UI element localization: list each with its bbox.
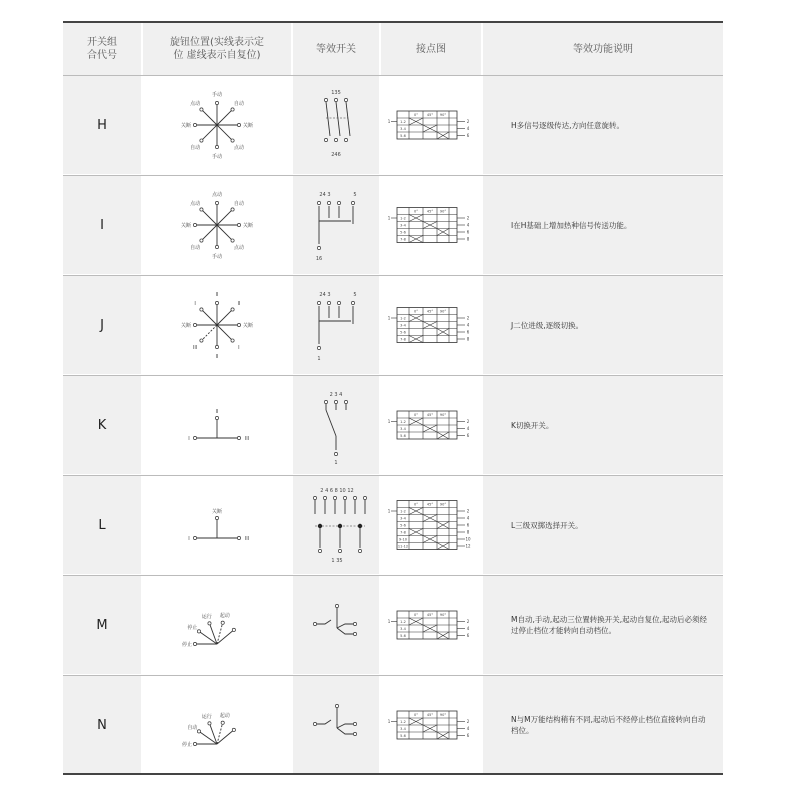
switch-label: 5 xyxy=(353,292,357,298)
rotary-label: 停止 xyxy=(181,642,193,648)
contact-row-label: 1-2 xyxy=(400,120,406,124)
contact-terminal-label: 12 xyxy=(465,543,471,549)
contact-terminal-label: 1 xyxy=(387,315,391,321)
switch-label: 16 xyxy=(315,256,323,262)
rotary-label: II xyxy=(215,409,219,415)
contact-diagram xyxy=(381,476,481,574)
switch-terminal xyxy=(344,98,347,101)
rotary-label: 起动 xyxy=(219,613,230,620)
rotary-terminal xyxy=(208,722,211,725)
contact-terminal-label: 8 xyxy=(466,236,470,242)
rotary-label: 点动 xyxy=(211,192,223,198)
rotary-terminal xyxy=(200,208,203,211)
contact-grid xyxy=(397,501,457,550)
rotary-spoke xyxy=(201,209,217,225)
contact-terminal-label: 4 xyxy=(466,322,470,328)
switch-contact xyxy=(319,206,353,224)
switch-contact xyxy=(319,306,353,324)
rotary-diagram xyxy=(143,676,291,774)
rotary-label: 关断 xyxy=(180,223,192,229)
rotary-terminal xyxy=(193,436,196,439)
contact-header: 45° xyxy=(426,209,434,214)
rotary-terminal xyxy=(215,345,218,348)
header-desc: 等效功能说明 xyxy=(573,43,633,55)
contact-terminal-label: 1 xyxy=(387,619,391,624)
switch-terminal xyxy=(353,632,356,635)
rotary-terminal xyxy=(221,621,224,624)
switch-terminal xyxy=(313,622,316,625)
rotary-label: 停止 xyxy=(187,624,198,631)
row-description: J二位进级,逐级切换。 xyxy=(511,320,584,330)
contact-terminal-label: 4 xyxy=(466,726,470,731)
header-contact: 接点图 xyxy=(416,43,446,55)
rotary-spoke xyxy=(217,325,233,341)
rotary-label: 关断 xyxy=(242,123,254,129)
rotary-label: 起动 xyxy=(219,713,230,720)
table-row xyxy=(63,76,723,174)
rotary-label: II xyxy=(215,292,219,298)
contact-terminal-label: 4 xyxy=(466,222,470,228)
rotary-spoke xyxy=(217,125,233,141)
row-code: M xyxy=(63,576,141,674)
switch-terminal xyxy=(353,722,356,725)
rotary-terminal xyxy=(193,642,196,645)
contact-header: 0° xyxy=(414,502,418,507)
table-bottom-rule xyxy=(63,773,723,775)
contact-row-label: 5-6 xyxy=(400,634,406,638)
contact-row-label: 7-8 xyxy=(400,237,406,242)
switch-terminal xyxy=(317,301,320,304)
rotary-label: 手动 xyxy=(211,92,223,98)
table-header xyxy=(63,23,723,75)
contact-header: 90° xyxy=(439,613,447,617)
row-description: N与M万能结构稍有不同,起动后不经停止档位直接转向自动档位。 xyxy=(511,715,706,735)
rotary-terminal xyxy=(200,239,203,242)
rotary-spoke xyxy=(201,325,217,341)
contact-diagram xyxy=(381,76,481,174)
rotary-terminal xyxy=(193,323,196,326)
contact-diagram xyxy=(381,576,481,674)
rotary-terminal xyxy=(231,339,234,342)
contact-header: 90° xyxy=(439,413,447,417)
rotary-label: 关断 xyxy=(211,509,223,515)
rotary-label: 自动 xyxy=(190,244,201,251)
switch-label: 5 xyxy=(353,192,357,198)
row-description: I在H基础上增加热种信号传送功能。 xyxy=(511,220,632,230)
row-code: J xyxy=(63,276,141,374)
rotary-terminal xyxy=(193,536,196,539)
contact-terminal-label: 4 xyxy=(466,515,470,521)
contact-terminal-label: 2 xyxy=(466,719,470,724)
rotary-spoke xyxy=(201,225,217,241)
rotary-label: 运行 xyxy=(201,613,212,620)
contact-row-label: 3-4 xyxy=(400,427,406,431)
contact-row-label: 1-2 xyxy=(400,420,406,424)
row-code: H xyxy=(63,76,141,174)
row-code: K xyxy=(63,376,141,474)
switch-terminal xyxy=(344,138,347,141)
rotary-label: 点动 xyxy=(190,201,201,208)
switch-contact xyxy=(346,102,350,136)
switch-contact xyxy=(315,620,355,634)
contact-terminal-label: 6 xyxy=(466,522,470,528)
rotary-label: 自动 xyxy=(190,144,201,151)
contact-header: 90° xyxy=(439,113,447,117)
row-code: I xyxy=(63,176,141,274)
rotary-label: I xyxy=(188,436,190,442)
switch-terminal xyxy=(353,732,356,735)
switch-terminal xyxy=(324,400,327,403)
rotary-label: 运行 xyxy=(201,713,212,720)
contact-terminal-label: 1 xyxy=(387,215,391,221)
contact-terminal-label: 6 xyxy=(466,433,470,438)
contact-row-label: 3-4 xyxy=(400,727,406,731)
row-description-cell xyxy=(483,376,723,474)
switch-terminal xyxy=(358,549,361,552)
rotary-diagram xyxy=(143,276,291,374)
rotary-label: 自动 xyxy=(187,724,198,731)
switch-terminal xyxy=(344,400,347,403)
rotary-terminal xyxy=(215,145,218,148)
contact-header: 90° xyxy=(439,209,447,214)
rotary-spoke xyxy=(201,109,217,125)
row-description: L三级双掷选择开关。 xyxy=(511,520,583,530)
contact-terminal-label: 2 xyxy=(466,119,470,124)
contact-terminal-label: 4 xyxy=(466,126,470,131)
equivalent-switch-diagram xyxy=(293,476,379,574)
switch-terminal xyxy=(324,138,327,141)
contact-header: 0° xyxy=(414,613,418,617)
contact-header: 0° xyxy=(414,113,418,117)
rotary-label: 点动 xyxy=(233,244,244,251)
contact-row-label: 3-4 xyxy=(400,127,406,131)
switch-label: 2 3 4 xyxy=(329,392,343,398)
rotary-terminal xyxy=(215,301,218,304)
contact-terminal-label: 4 xyxy=(466,626,470,631)
switch-label: 135 xyxy=(331,90,341,96)
rotary-terminal xyxy=(215,516,218,519)
contact-row-label: 3-4 xyxy=(400,627,406,631)
switch-contact xyxy=(336,102,340,136)
rotary-diagram xyxy=(143,576,291,674)
row-description: K切换开关。 xyxy=(511,420,554,430)
rotary-terminal xyxy=(237,323,240,326)
table-row xyxy=(63,376,723,474)
rotary-label: 关断 xyxy=(180,123,192,129)
contact-header: 0° xyxy=(414,713,418,717)
switch-terminal xyxy=(333,496,336,499)
contact-terminal-label: 8 xyxy=(466,336,470,342)
switch-terminal xyxy=(363,496,366,499)
rotary-terminal xyxy=(200,139,203,142)
rotary-spoke xyxy=(201,125,217,141)
contact-terminal-label: 2 xyxy=(466,315,470,321)
switch-terminal xyxy=(335,604,338,607)
switch-terminal xyxy=(317,346,320,349)
rotary-label: 自动 xyxy=(233,201,244,208)
contact-row-label: 11-12 xyxy=(397,544,409,549)
contact-row-label: 1-2 xyxy=(400,620,406,624)
contact-terminal-label: 4 xyxy=(466,426,470,431)
rotary-terminal xyxy=(231,239,234,242)
switch-terminal xyxy=(351,301,354,304)
equivalent-switch-diagram xyxy=(293,176,379,274)
rotary-terminal xyxy=(221,721,224,724)
rotary-terminal xyxy=(193,123,196,126)
header-code: 开关组 合代号 xyxy=(87,37,117,61)
rotary-terminal xyxy=(231,139,234,142)
contact-row-label: 3-4 xyxy=(400,223,406,228)
contact-diagram xyxy=(381,276,481,374)
switch-contact xyxy=(326,410,336,436)
contact-terminal-label: 6 xyxy=(466,133,470,138)
contact-terminal-label: 10 xyxy=(465,536,471,542)
rotary-spoke xyxy=(217,109,233,125)
contact-header: 45° xyxy=(426,113,434,117)
header-switch: 等效开关 xyxy=(316,43,356,55)
rotary-label: I xyxy=(238,344,240,351)
equivalent-switch-diagram xyxy=(293,76,379,174)
rotary-label: III xyxy=(244,436,250,442)
rotary-label: 关断 xyxy=(180,323,192,329)
switch-terminal xyxy=(343,496,346,499)
row-description-cell xyxy=(483,576,723,674)
table-row xyxy=(63,676,723,774)
rotary-spoke xyxy=(217,730,234,744)
rotary-spoke xyxy=(217,723,223,744)
contact-terminal-label: 1 xyxy=(387,719,391,724)
rotary-terminal xyxy=(232,628,235,631)
rotary-label: I xyxy=(188,536,190,542)
switch-terminal xyxy=(317,246,320,249)
table-row xyxy=(63,176,723,274)
contact-row-label: 5-6 xyxy=(400,523,406,528)
rotary-terminal xyxy=(200,108,203,111)
contact-terminal-label: 1 xyxy=(387,508,391,514)
rotary-label: III xyxy=(244,536,250,542)
rotary-diagram xyxy=(143,376,291,474)
switch-label: 2 4 6 8 10 12 xyxy=(320,488,354,494)
contact-header: 45° xyxy=(426,413,434,417)
switch-terminal xyxy=(334,98,337,101)
rotary-label: 手动 xyxy=(211,254,223,260)
switch-terminal xyxy=(337,301,340,304)
rotary-terminal xyxy=(215,416,218,419)
rotary-label: 关断 xyxy=(242,323,254,329)
rotary-terminal xyxy=(197,730,200,733)
contact-header: 0° xyxy=(414,309,418,314)
header-rotary: 旋钮位置(实线表示定 位 虚线表示自复位) xyxy=(170,37,264,61)
row-description-cell xyxy=(483,76,723,174)
contact-row-label: 5-6 xyxy=(400,434,406,438)
contact-terminal-label: 6 xyxy=(466,633,470,638)
contact-header: 0° xyxy=(414,209,418,214)
rotary-terminal xyxy=(193,223,196,226)
rotary-terminal xyxy=(237,536,240,539)
rotary-terminal xyxy=(215,101,218,104)
contact-diagram xyxy=(381,176,481,274)
row-code: N xyxy=(63,676,141,774)
rotary-terminal xyxy=(231,108,234,111)
switch-terminal xyxy=(351,201,354,204)
rotary-diagram xyxy=(143,76,291,174)
contact-row-label: 5-6 xyxy=(400,230,406,235)
rotary-diagram xyxy=(143,176,291,274)
contact-row-label: 5-6 xyxy=(400,134,406,138)
rotary-label: III xyxy=(192,344,198,351)
switch-label: 1 xyxy=(334,460,338,466)
switch-terminal xyxy=(334,138,337,141)
switch-contact xyxy=(315,720,355,734)
rotary-terminal xyxy=(215,245,218,248)
rotary-label: II xyxy=(237,301,241,308)
switch-terminal xyxy=(317,201,320,204)
switch-terminal xyxy=(318,549,321,552)
rotary-label: II xyxy=(215,354,219,360)
rotary-label: 自动 xyxy=(233,101,244,108)
contact-row-label: 5-6 xyxy=(400,330,406,335)
switch-terminal xyxy=(338,549,341,552)
contact-terminal-label: 6 xyxy=(466,329,470,335)
rotary-terminal xyxy=(237,436,240,439)
rotary-terminal xyxy=(193,742,196,745)
rotary-spoke xyxy=(217,309,233,325)
switch-terminal xyxy=(353,496,356,499)
contact-terminal-label: 6 xyxy=(466,229,470,235)
rotary-label: 手动 xyxy=(211,154,223,160)
rotary-terminal xyxy=(200,339,203,342)
switch-terminal xyxy=(327,201,330,204)
table-row xyxy=(63,576,723,674)
row-code: L xyxy=(63,476,141,574)
rotary-terminal xyxy=(232,728,235,731)
contact-row-label: 1-2 xyxy=(400,509,406,514)
switch-terminal xyxy=(334,452,337,455)
contact-row-label: 9-10 xyxy=(399,537,407,542)
rotary-terminal xyxy=(215,201,218,204)
switch-contact xyxy=(326,102,330,136)
switch-terminal xyxy=(353,622,356,625)
contact-header: 90° xyxy=(439,309,447,314)
table-row xyxy=(63,276,723,374)
rotary-terminal xyxy=(200,308,203,311)
table-row xyxy=(63,476,723,574)
contact-header: 45° xyxy=(426,713,434,717)
equivalent-switch-diagram xyxy=(293,276,379,374)
contact-row-label: 7-8 xyxy=(400,530,406,535)
rotary-spoke xyxy=(217,630,234,644)
contact-row-label: 1-2 xyxy=(400,316,406,321)
switch-terminal xyxy=(335,704,338,707)
contact-header: 45° xyxy=(426,613,434,617)
rotary-spoke xyxy=(217,209,233,225)
contact-row-label: 1-2 xyxy=(400,216,406,221)
contact-header: 0° xyxy=(414,413,418,417)
rotary-diagram xyxy=(143,476,291,574)
contact-row-label: 3-4 xyxy=(400,516,406,521)
equivalent-switch-diagram xyxy=(293,676,379,774)
contact-row-label: 1-2 xyxy=(400,720,406,724)
switch-label: 24 3 xyxy=(319,292,331,298)
row-description-cell xyxy=(483,476,723,574)
rotary-label: 点动 xyxy=(233,144,244,151)
contact-terminal-label: 2 xyxy=(466,215,470,221)
row-description-cell xyxy=(483,676,723,774)
contact-header: 45° xyxy=(426,502,434,507)
contact-diagram xyxy=(381,376,481,474)
switch-terminal xyxy=(313,496,316,499)
row-description-cell xyxy=(483,276,723,374)
contact-terminal-label: 2 xyxy=(466,419,470,424)
equivalent-switch-diagram xyxy=(293,576,379,674)
switch-terminal xyxy=(337,201,340,204)
contact-terminal-label: 8 xyxy=(466,529,470,535)
switch-terminal xyxy=(327,301,330,304)
rotary-spoke xyxy=(201,309,217,325)
contact-row-label: 3-4 xyxy=(400,323,406,328)
switch-label: 1 xyxy=(317,356,321,362)
contact-row-label: 5-6 xyxy=(400,734,406,738)
rotary-terminal xyxy=(237,223,240,226)
switch-label: 24 3 xyxy=(319,192,331,198)
rotary-label: 停止 xyxy=(181,742,193,748)
contact-terminal-label: 6 xyxy=(466,733,470,738)
contact-terminal-label: 1 xyxy=(387,419,391,424)
switch-terminal xyxy=(323,496,326,499)
contact-terminal-label: 1 xyxy=(387,119,391,124)
switch-label: 1 35 xyxy=(331,558,343,564)
row-description-cell xyxy=(483,176,723,274)
rotary-terminal xyxy=(231,208,234,211)
rotary-label: 关断 xyxy=(242,223,254,229)
row-description: H多信号逐级传达,方向任意旋转。 xyxy=(511,120,625,130)
switch-label: 246 xyxy=(331,152,341,158)
rotary-terminal xyxy=(237,123,240,126)
contact-terminal-label: 2 xyxy=(466,508,470,514)
rotary-terminal xyxy=(197,630,200,633)
contact-header: 90° xyxy=(439,713,447,717)
contact-header: 45° xyxy=(426,309,434,314)
contact-diagram xyxy=(381,676,481,774)
rotary-label: I xyxy=(194,301,196,308)
switch-terminal xyxy=(334,400,337,403)
rotary-spoke xyxy=(217,225,233,241)
row-description: M自动,手动,起动三位置转换开关,起动自复位,起动后必须经过停止档位才能转向自动档位。 xyxy=(511,615,708,635)
rotary-terminal xyxy=(231,308,234,311)
rotary-terminal xyxy=(208,622,211,625)
rotary-label: 点动 xyxy=(190,101,201,108)
contact-terminal-label: 2 xyxy=(466,619,470,624)
switch-terminal xyxy=(324,98,327,101)
equivalent-switch-diagram xyxy=(293,376,379,474)
contact-header: 90° xyxy=(439,502,447,507)
rotary-spoke xyxy=(217,623,223,644)
switch-terminal xyxy=(313,722,316,725)
contact-row-label: 7-8 xyxy=(400,337,406,342)
